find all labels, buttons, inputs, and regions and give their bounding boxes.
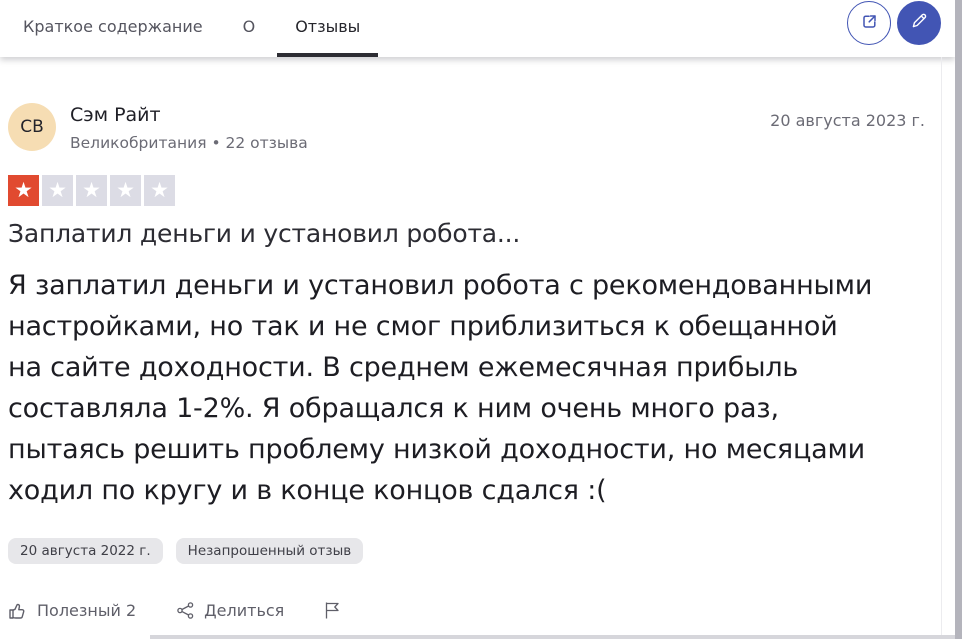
external-link-icon <box>860 12 879 35</box>
star-empty: ★ <box>76 175 107 206</box>
avatar[interactable]: СВ <box>8 103 56 151</box>
header-actions <box>847 1 941 45</box>
review-body: Я заплатил деньги и установил робота с рекомендованными настройками, но так и не смог приблизиться к обещанной на сайте доходности. В среднем ежемесячная прибыль составляла 1-2%. Я обращался к ним очень много раз, пытаясь решить проблему низкой доходности, но месяцами ходил по кругу и в конце концов сдался :( <box>8 269 873 506</box>
useful-label: Полезный 2 <box>37 601 137 621</box>
author-block <box>70 103 308 152</box>
star-rating <box>8 175 941 206</box>
review-header <box>8 103 941 152</box>
flag-button[interactable] <box>324 601 341 620</box>
experience-date-badge: 20 августа 2022 г. <box>8 538 163 564</box>
author-meta: Великобритания • 22 отзыва <box>70 133 308 152</box>
share-button[interactable] <box>176 601 284 620</box>
share-label: Делиться <box>204 601 285 621</box>
review-date: 20 августа 2023 г. <box>770 111 925 130</box>
next-card-divider <box>150 635 955 639</box>
star-empty: ★ <box>42 175 73 206</box>
right-edge-strip <box>955 0 962 639</box>
review-card <box>0 57 941 639</box>
review-footer <box>8 601 941 621</box>
write-review-button[interactable] <box>897 1 941 45</box>
tab-about[interactable]: О <box>242 17 256 36</box>
pencil-icon <box>909 11 929 35</box>
star-empty: ★ <box>144 175 175 206</box>
tab-summary[interactable]: Краткое содержание <box>23 17 203 36</box>
content-right-border <box>941 57 942 639</box>
share-icon <box>176 601 195 620</box>
useful-button[interactable] <box>8 601 136 621</box>
author-name[interactable]: Сэм Райт <box>70 104 161 126</box>
thumbs-up-icon <box>8 601 28 621</box>
tab-bar <box>0 0 955 57</box>
unsolicited-review-badge: Незапрошенный отзыв <box>176 538 364 564</box>
star-filled: ★ <box>8 175 39 206</box>
tab-reviews[interactable]: Отзывы <box>277 0 378 57</box>
badges <box>8 538 941 564</box>
flag-icon <box>324 601 341 620</box>
review-title: Заплатил деньги и установил робота... <box>8 218 521 248</box>
star-empty: ★ <box>110 175 141 206</box>
open-external-button[interactable] <box>847 1 891 45</box>
